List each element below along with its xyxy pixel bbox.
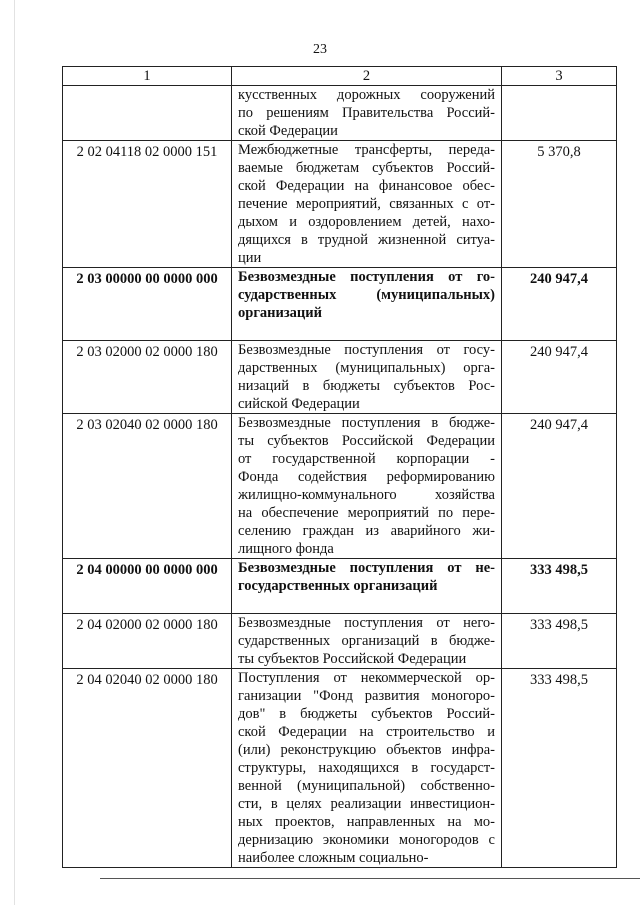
- page-bottom-rule: [100, 878, 640, 879]
- amount-value: 5 370,8: [502, 141, 617, 268]
- description-line: Межбюджетные трансферты, переда-: [238, 142, 495, 158]
- description-line: селению граждан из аварийного жи-: [238, 523, 495, 539]
- budget-classification-code: 2 04 00000 00 0000 000: [63, 559, 232, 614]
- revenue-description: [232, 268, 502, 341]
- table-row: [63, 669, 617, 868]
- budget-revenue-table: [62, 66, 617, 868]
- description-line: ных проектов, направленных на мо-: [238, 814, 495, 830]
- revenue-description: [232, 86, 502, 141]
- description-line: сти, в целях реализации инвестицион-: [238, 796, 495, 812]
- description-line: ской Федерации на финансовое обес-: [238, 178, 495, 194]
- description-line: лищного фонда: [238, 541, 334, 557]
- description-line: Безвозмездные поступления в бюдже-: [238, 415, 495, 431]
- table-row: [63, 414, 617, 559]
- budget-classification-code: 2 04 02040 02 0000 180: [63, 669, 232, 868]
- table-header-row: [63, 67, 617, 86]
- description-line: Безвозмездные поступления от го-: [238, 269, 495, 285]
- description-line: Безвозмездные поступления от него-: [238, 615, 495, 631]
- description-line: Фонда содействия реформированию: [238, 469, 495, 485]
- description-line: дернизацию экономики моногородов с: [238, 832, 495, 848]
- description-line: дарственных (муниципальных) орга-: [238, 360, 495, 376]
- description-line: венной (муниципальной) собственно-: [238, 778, 495, 794]
- description-line: ваемые бюджетам субъектов Россий-: [238, 160, 495, 176]
- description-line: (или) реконструкцию объектов инфра-: [238, 742, 495, 758]
- description-line: наиболее сложным социально-: [238, 850, 429, 866]
- description-line: печение мероприятий, связанных с от-: [238, 196, 495, 212]
- page-number: 23: [313, 42, 327, 57]
- amount-value: 240 947,4: [502, 414, 617, 559]
- description-line: низаций в бюджеты субъектов Рос-: [238, 378, 495, 394]
- amount-value: 333 498,5: [502, 669, 617, 868]
- budget-classification-code: 2 02 04118 02 0000 151: [63, 141, 232, 268]
- table-row: [63, 614, 617, 669]
- header-cell-code: 1: [63, 67, 232, 86]
- budget-classification-code: 2 04 02000 02 0000 180: [63, 614, 232, 669]
- table-row: [63, 86, 617, 141]
- description-line: дыхом и оздоровлением детей, нахо-: [238, 214, 495, 230]
- description-line: организаций: [238, 305, 322, 321]
- revenue-description: [232, 559, 502, 614]
- amount-value: 240 947,4: [502, 268, 617, 341]
- amount-value: [502, 86, 617, 141]
- budget-classification-code: 2 03 02040 02 0000 180: [63, 414, 232, 559]
- amount-value: 333 498,5: [502, 559, 617, 614]
- budget-classification-code: 2 03 00000 00 0000 000: [63, 268, 232, 341]
- description-line: ской Федерации: [238, 123, 338, 139]
- header-cell-amount: 3: [502, 67, 617, 86]
- revenue-description: [232, 341, 502, 414]
- description-line: сударственных (муниципальных): [238, 287, 495, 303]
- description-line: государственных организаций: [238, 578, 438, 594]
- revenue-description: [232, 414, 502, 559]
- revenue-description: [232, 614, 502, 669]
- description-line: от государственной корпорации -: [238, 451, 495, 467]
- budget-classification-code: [63, 86, 232, 141]
- table-row: [63, 341, 617, 414]
- table-row: [63, 141, 617, 268]
- description-line: структуры, находящихся в государст-: [238, 760, 495, 776]
- revenue-description: [232, 141, 502, 268]
- description-line: по решениям Правительства Россий-: [238, 105, 495, 121]
- revenue-description: [232, 669, 502, 868]
- description-line: ты субъектов Российской Федерации: [238, 651, 467, 667]
- table-row: [63, 268, 617, 341]
- description-line: ции: [238, 250, 262, 266]
- description-line: жилищно-коммунального хозяйства: [238, 487, 495, 503]
- description-line: Поступления от некоммерческой ор-: [238, 670, 495, 686]
- table-row: [63, 559, 617, 614]
- budget-classification-code: 2 03 02000 02 0000 180: [63, 341, 232, 414]
- description-line: сударственных организаций в бюдже-: [238, 633, 495, 649]
- description-line: ской Федерации на строительство и: [238, 724, 495, 740]
- blank-line: [238, 322, 495, 340]
- description-line: Безвозмездные поступления от госу-: [238, 342, 495, 358]
- description-line: на обеспечение мероприятий по пере-: [238, 505, 495, 521]
- description-line: дящихся в трудной жизненной ситуа-: [238, 232, 495, 248]
- description-line: Безвозмездные поступления от не-: [238, 560, 495, 576]
- blank-line: [238, 595, 495, 613]
- description-line: дов" в бюджеты субъектов Россий-: [238, 706, 495, 722]
- description-line: ты субъектов Российской Федерации: [238, 433, 495, 449]
- amount-value: 240 947,4: [502, 341, 617, 414]
- header-cell-description: 2: [232, 67, 502, 86]
- description-line: сийской Федерации: [238, 396, 360, 412]
- amount-value: 333 498,5: [502, 614, 617, 669]
- description-line: ганизации "Фонд развития моногоро-: [238, 688, 495, 704]
- scan-edge-mark: [14, 0, 15, 905]
- description-line: кусственных дорожных сооружений: [238, 87, 495, 103]
